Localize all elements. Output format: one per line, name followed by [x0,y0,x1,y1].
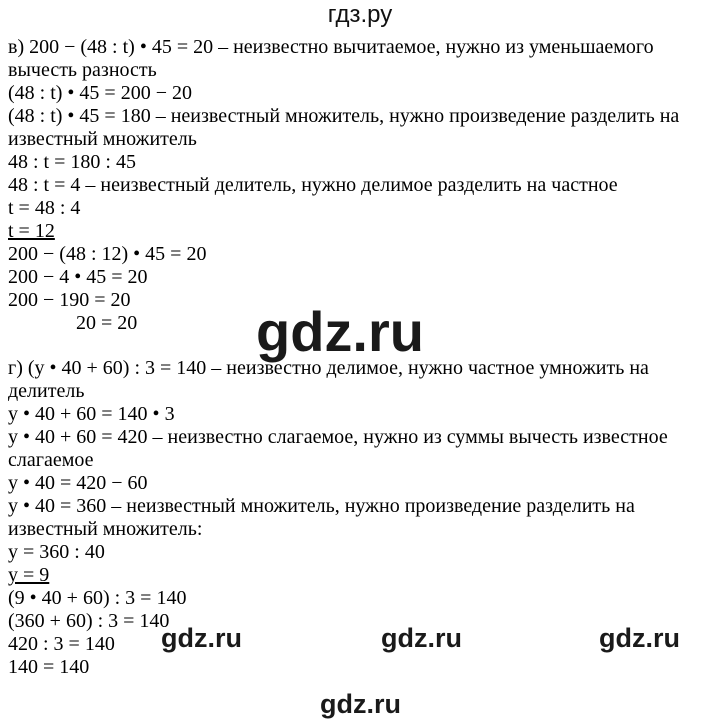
check-line: (360 + 60) : 3 = 140 [8,610,170,632]
watermark-bottom: gdz.ru [320,689,401,719]
text-line: слагаемое [8,449,94,471]
watermark-small: gdz.ru [161,623,242,653]
check-line: (9 • 40 + 60) : 3 = 140 [8,587,187,609]
answer-line [8,220,714,243]
text-line: t = 48 : 4 [8,197,81,219]
check-line: 140 = 140 [8,656,90,678]
watermark-small: gdz.ru [599,623,680,653]
check-line: 420 : 3 = 140 [8,633,115,655]
check-line: 200 − 4 • 45 = 20 [8,266,148,288]
section-v [8,36,714,335]
answer-line [8,564,714,587]
text-line: 48 : t = 4 – неизвестный делитель, нужно делимое разделить на частное [8,174,618,196]
answer-underlined: y = 9 [8,564,50,586]
text-line: в) 200 − (48 : t) • 45 = 20 – неизвестно вычитаемое, нужно из уменьшаемого [8,36,654,58]
text-line: y • 40 = 360 – неизвестный множитель, нужно произведение разделить на [8,495,635,517]
text-line: известный множитель: [8,518,203,540]
watermark-large: gdz.ru [256,300,424,363]
check-line: 20 = 20 [76,312,138,334]
text-line: y = 360 : 40 [8,541,105,563]
check-line: 200 − 190 = 20 [8,289,131,311]
text-line: y • 40 + 60 = 420 – неизвестно слагаемое, нужно из суммы вычесть известное [8,426,668,448]
text-line: известный множитель [8,128,197,150]
text-line: y • 40 = 420 − 60 [8,472,148,494]
text-line: г) (y • 40 + 60) : 3 = 140 – неизвестно делимое, нужно частное умножить на [8,357,649,379]
text-line: y • 40 + 60 = 140 • 3 [8,403,175,425]
site-header-title: гдз.ру [327,1,393,28]
answer-underlined: t = 12 [8,220,55,242]
text-line: вычесть разность [8,59,157,81]
text-line: (48 : t) • 45 = 180 – неизвестный множитель, нужно произведение разделить на [8,105,680,127]
text-line: делитель [8,380,85,402]
check-line: 200 − (48 : 12) • 45 = 20 [8,243,207,265]
watermark-small: gdz.ru [381,623,462,653]
text-line: 48 : t = 180 : 45 [8,151,136,173]
text-line: (48 : t) • 45 = 200 − 20 [8,82,192,104]
